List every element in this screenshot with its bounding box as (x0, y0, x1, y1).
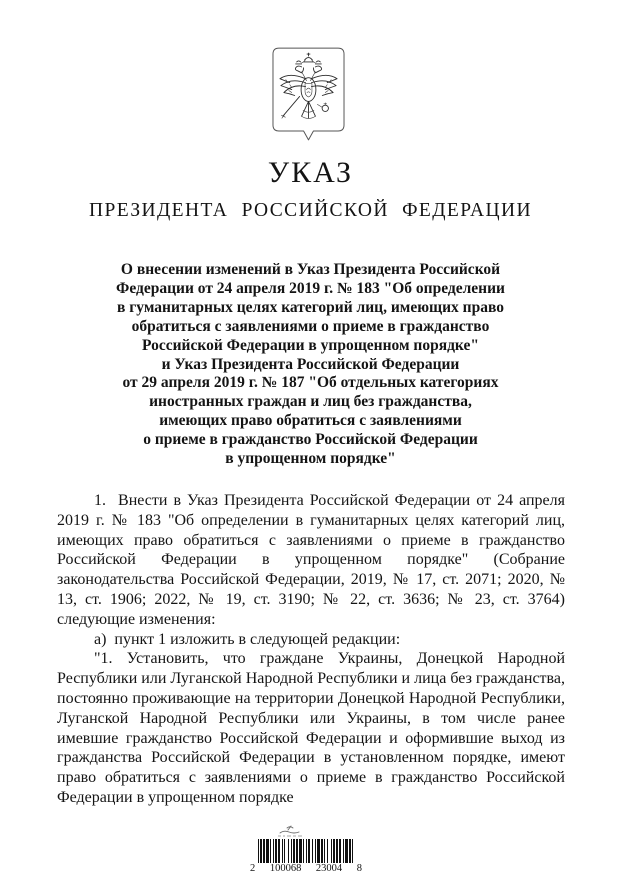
decree-title-line: и Указ Президента Российской Федерации (161, 355, 460, 373)
decree-paragraph: а) пункт 1 изложить в следующей редакции: (94, 630, 401, 648)
barcode-digits (250, 863, 362, 874)
decree-title-line: О внесении изменений в Указ Президента Российской (120, 261, 501, 278)
barcode-digit-group: 100068 (269, 863, 302, 874)
barcode-digit-group: 8 (356, 863, 362, 874)
decree-title-line: от 29 апреля 2019 г. № 187 "Об отдельных категориях (122, 374, 499, 392)
barcode-bars (250, 839, 362, 863)
barcode-digit-group: 23004 (315, 863, 343, 874)
decree-title-line: имеющих право обратиться с заявлениями (159, 412, 462, 430)
decree-title-line: обратиться с заявлениями о приеме в гражданство (131, 317, 490, 335)
decree-body (57, 491, 565, 808)
coat-of-arms-russia-icon (272, 46, 345, 143)
decree-title-line: о приеме в гражданство Российской Федерации (143, 431, 478, 449)
decree-title-line: Федерации от 24 апреля 2019 г. № 183 "Об определении (116, 279, 505, 297)
decree-paragraph: 1. Внести в Указ Президента Российской Федерации от 24 апреля 2019 г. № 183 "Об определении в гуманитарных целях категорий лиц, имеющих право обратиться с заявлениями о приеме в гражданство Российской Федерации в упрощенном порядке" (Собрание законодательства Российской Федерации, 2019, № 17, ст. 2071; 2020, № 13, ст. 1906; 2022, № 19, ст. 3190; № 22, ст. 3636; № 23, ст. 3764) следующие изменения: (57, 492, 565, 628)
decree-title-line: иностранных граждан и лиц без гражданства, (149, 393, 472, 411)
doc-type-heading: УКАЗ (267, 156, 354, 189)
print-mark-icon (274, 824, 306, 839)
decree-paragraph: "1. Установить, что граждане Украины, Донецкой Народной Республики или Луганской Народной Республики и лица без гражданства, постоянно проживающие на территории Донецкой Народной Республики, Луганской Народной Республики или Украины, в том числе ранее имевшие гражданство Российской Федерации и оформившие выход из гражданства Российской Федерации в установленном порядке, имеют право обратиться с заявлениями о приеме в гражданство Российской Федерации в упрощенном порядке (57, 650, 565, 806)
registration-barcode (250, 824, 362, 878)
decree-title-line: Российской Федерации в упрощенном порядке" (142, 336, 479, 354)
issuer-heading: ПРЕЗИДЕНТА РОССИЙСКОЙ ФЕДЕРАЦИИ (89, 200, 532, 221)
barcode-digit-group: 2 (250, 863, 256, 874)
decree-title (75, 261, 546, 469)
decree-title-line: в упрощенном порядке" (225, 450, 396, 468)
decree-title-line: в гуманитарных целях категорий лиц, имеющих право (116, 298, 504, 316)
